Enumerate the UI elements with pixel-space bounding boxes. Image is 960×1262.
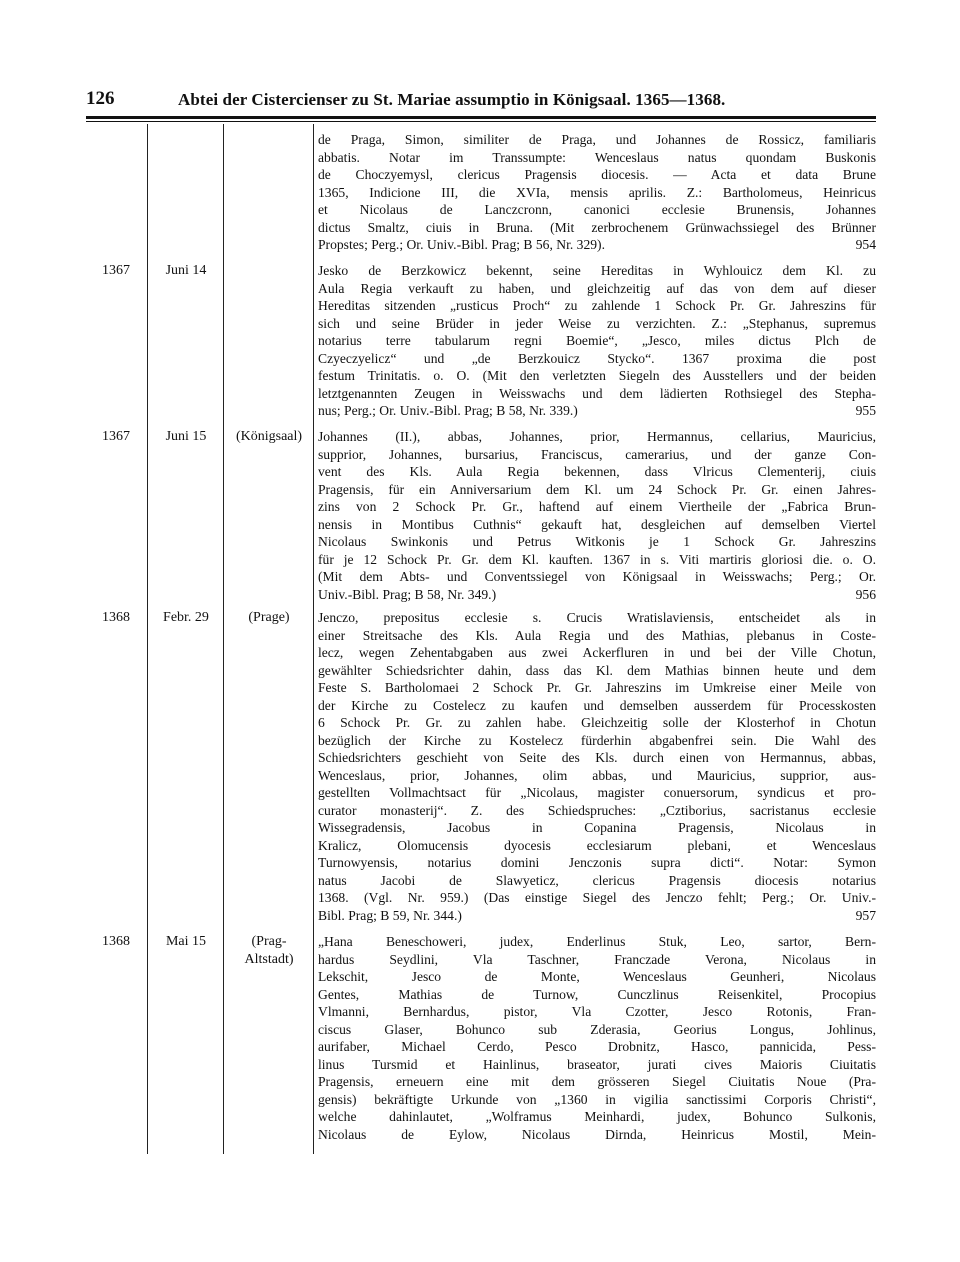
text-line: ciscus Glaser, Bohunco sub Zderasia, Georius Longus, Johlinus, [318, 1021, 876, 1037]
text-line: Vlmanni, Bernhardus, pistor, Vla Czotter, Jesco Rotonis, Fran- [318, 1004, 876, 1019]
text-line: der Kirche zu Costelecz zu kaufen und demselben ausserdem für Processkosten [318, 697, 876, 713]
entry-place-line: (Prag- [251, 934, 287, 949]
continuation-text [318, 131, 876, 254]
entry-place: (Prage) [248, 610, 290, 625]
column-divider-place [313, 124, 314, 1154]
text-line: welche dahinlautet, „Wolframus Meinhardi, judex, Bohunco Sulkonis, [318, 1109, 876, 1124]
text-line: supprior, Johannes, bursarius, Franciscus, camerarius, und der ganze Con- [318, 446, 876, 462]
entry-number: 957 [855, 907, 876, 923]
entry-date: Juni 14 [165, 263, 207, 278]
text-line: Jesko de Berzkowicz bekennt, seine Hereditas in Wyhlouicz dem Kl. zu [318, 263, 876, 278]
text-line: de Choczyemysl, clericus Pragensis diocesis. — Acta et data Brune [318, 167, 876, 182]
text-line: 1368. (Vgl. Nr. 959.) (Das einstige Siegel des Jenczo fehlt; Perg.; Or. Univ.- [318, 890, 876, 905]
text-line: Bibl. Prag; B 59, Nr. 344.) [318, 907, 462, 923]
entry-number: 955 [855, 403, 876, 418]
text-line-last [318, 907, 876, 925]
text-line: nensis in Montibus Cuthnis“ gekauft hat, desgleichen auf demselben Viertel [318, 516, 876, 532]
text-line: nus; Perg.; Or. Univ.-Bibl. Prag; B 58, Nr. 339.) [318, 403, 578, 418]
text-line: Pragensis, für ein Anniversarium dem Kl. um 24 Schock Pr. Gr. einen Jahres- [318, 481, 876, 497]
text-line: Jenczo, prepositus ecclesie s. Crucis Wratislaviensis, entscheidet als in [318, 610, 876, 625]
column-divider-date [223, 124, 224, 1154]
text-line: Turnowyensis, notarius domini Jenczonis supra dicti“. Notar: Symon [318, 855, 876, 870]
text-line-last [318, 236, 876, 254]
text-line: 1365, Indicione III, die XVIa, mensis aprilis. Z.: Bartholomeus, Heinricus [318, 184, 876, 200]
text-line: Schiedsrichters geschieht von Seite des Kls. durch einen von Hermannus, abbas, [318, 750, 876, 765]
text-line: Propstes; Perg.; Or. Univ.-Bibl. Prag; B 56, Nr. 329). [318, 237, 605, 252]
text-line: linus Tursmid et Hainlinus, braseator, jurati cives Maioris Ciuitatis [318, 1056, 876, 1072]
page-number: 126 [86, 88, 115, 109]
text-line: bezüglich der Kirche zu Kostelecz fürderhin abgabenfrei sein. Die Wahl des [318, 732, 876, 748]
entry-year: 1368 [102, 610, 130, 625]
entry-date: Juni 15 [165, 429, 207, 444]
text-line: curator monasterij“. Z. des Schiedspruches: „Cztiborius, sacristanus ecclesie [318, 802, 876, 818]
text-line: et Nicolaus de Lanczcronn, canonici ecclesie Brunensis, Johannes [318, 202, 876, 217]
text-line: dictus Smaltz, ciuis in Bruna. (Mit zerbrochenem Grünwachssiegel des Brünner [318, 219, 876, 235]
entry-year: 1367 [102, 429, 130, 444]
text-line: Wenceslaus, prior, Johannes, olim abbas, und Mauricius, supprior, aus- [318, 767, 876, 783]
text-line: Lekschit, Jesco de Monte, Wenceslaus Geunheri, Nicolaus [318, 969, 876, 984]
entry-year: 1367 [102, 263, 130, 278]
text-line: letztgenannten Zeugen in Weisswachs und dem lädierten Rothsiegel des Stepha- [318, 385, 876, 401]
header-rule-thin [86, 121, 876, 122]
text-line: Wissegradensis, Jacobus in Copanina Pragensis, Nicolaus in [318, 820, 876, 835]
text-line: Johannes (II.), abbas, Johannes, prior, Hermannus, cellarius, Mauricius, [318, 429, 876, 444]
text-line: notarius terre tabularum regni Boemie“, „Jesco, miles dictus Plch de [318, 333, 876, 348]
text-line: Feste S. Bartholomaei 2 Schock Pr. Gr. Jahreszins im Umkreise einer Meile von [318, 680, 876, 695]
text-line: für je 12 Schock Pr. Gr. dem Kl. kauften. 1367 in s. Viti martiris gloriosi die. o. O. [318, 551, 876, 567]
text-line: Univ.-Bibl. Prag; B 58, Nr. 349.) [318, 586, 497, 602]
text-line: Pragensis, erneuern eine mit dem grösseren Siegel Ciuitatis Noue (Pra- [318, 1074, 876, 1089]
entry-text [318, 428, 876, 603]
entry-place [226, 933, 312, 969]
text-line: Gentes, Mathias de Turnow, Cunczlinus Reisenkitel, Procopius [318, 986, 876, 1002]
text-line: vent des Kls. Aula Regia bekennen, dass Vlricus Clementerij, ciuis [318, 464, 876, 479]
text-line: Czyeczyelicz“ und „de Berzkouicz Stycko“. 1367 proxima die post [318, 350, 876, 366]
entry-date: Febr. 29 [163, 610, 209, 625]
text-line: natus Jacobi de Slawyeticz, clericus Pragensis diocesis notarius [318, 872, 876, 888]
entry-text [318, 609, 876, 924]
text-line: gestellten Vollmachtsact für „Nicolaus, magister conuersorum, syndicus et pro- [318, 785, 876, 800]
text-line: festum Trinitatis. o. O. (Mit den verletzten Siegeln des Ausstellers und der beiden [318, 368, 876, 383]
text-line: lecz, wegen Zehentabgaben aus zwei Ackerfluren in und bei der Ville Chotun, [318, 645, 876, 660]
text-line: Nicolaus de Eylow, Nicolaus Dirnda, Heinricus Mostil, Mein- [318, 1126, 876, 1142]
text-line: zins von 2 Schock Pr. Gr., haftend auf einem Viertheile der „Fabrica Brun- [318, 499, 876, 514]
text-line: Nicolaus Swinkonis und Petrus Witkonis je 1 Schock Gr. Jahreszins [318, 534, 876, 549]
entry-place-line: Altstadt) [244, 952, 294, 967]
entry-number: 954 [855, 237, 876, 252]
text-line: „Hana Beneschoweri, judex, Enderlinus Stuk, Leo, sartor, Bern- [318, 934, 876, 949]
page-header [86, 88, 876, 116]
text-line: einer Streitsache des Kls. Aula Regia und des Mathias, plebanus in Coste- [318, 627, 876, 643]
text-line-last [318, 402, 876, 420]
text-line: Aula Regia verkauft zu haben, und gleichzeitig auf das von dem auf dieser [318, 280, 876, 296]
text-line: Kralicz, Olomucensis dyocesis ecclesiarum plebani, et Wenceslaus [318, 837, 876, 853]
text-line: Hereditas sitzenden „rusticus Proch“ zu zahlende 1 Schock Pr. Gr. Jahreszins für [318, 298, 876, 313]
text-line: hardus Seydlini, Vla Taschner, Franczade Verona, Nicolaus in [318, 951, 876, 967]
text-line: aurifaber, Michael Cerdo, Pesco Drobnitz, Hasco, pannicida, Pess- [318, 1039, 876, 1054]
entry-number: 956 [855, 586, 876, 602]
text-line-last [318, 586, 876, 604]
text-line: gewählter Schiedsrichter dahin, dass das Kl. dem Mathias binnen heute und dem [318, 662, 876, 678]
text-line: gensis) bekräftigte Urkunde von „1360 in vigilia sanctissimi Corporis Christi“, [318, 1091, 876, 1107]
text-line: de Praga, Simon, similiter de Praga, und Johannes de Rossicz, familiaris [318, 132, 876, 147]
text-line: abbatis. Notar im Transsumpte: Wenceslaus natus quondam Buskonis [318, 149, 876, 165]
entry-place: (Königsaal) [235, 429, 303, 444]
column-divider-year [147, 124, 148, 1154]
text-line: sich und seine Brüder in jeder Weise zu verzichten. Z.: „Stephanus, supremus [318, 315, 876, 331]
entry-date: Mai 15 [165, 934, 207, 949]
entry-text [318, 262, 876, 420]
text-line: 6 Schock Pr. Gr. zu zahlen habe. Gleichzeitig solle der Klosterhof in Chotun [318, 715, 876, 730]
running-title: Abtei der Cistercienser zu St. Mariae assumptio in Königsaal. 1365—1368. [178, 90, 726, 109]
entry-text [318, 933, 876, 1143]
entry-year: 1368 [102, 934, 130, 949]
header-rule [86, 116, 876, 119]
text-line: (Mit dem Abts- und Conventssiegel von Königsaal in Weisswachs; Perg.; Or. [318, 569, 876, 584]
